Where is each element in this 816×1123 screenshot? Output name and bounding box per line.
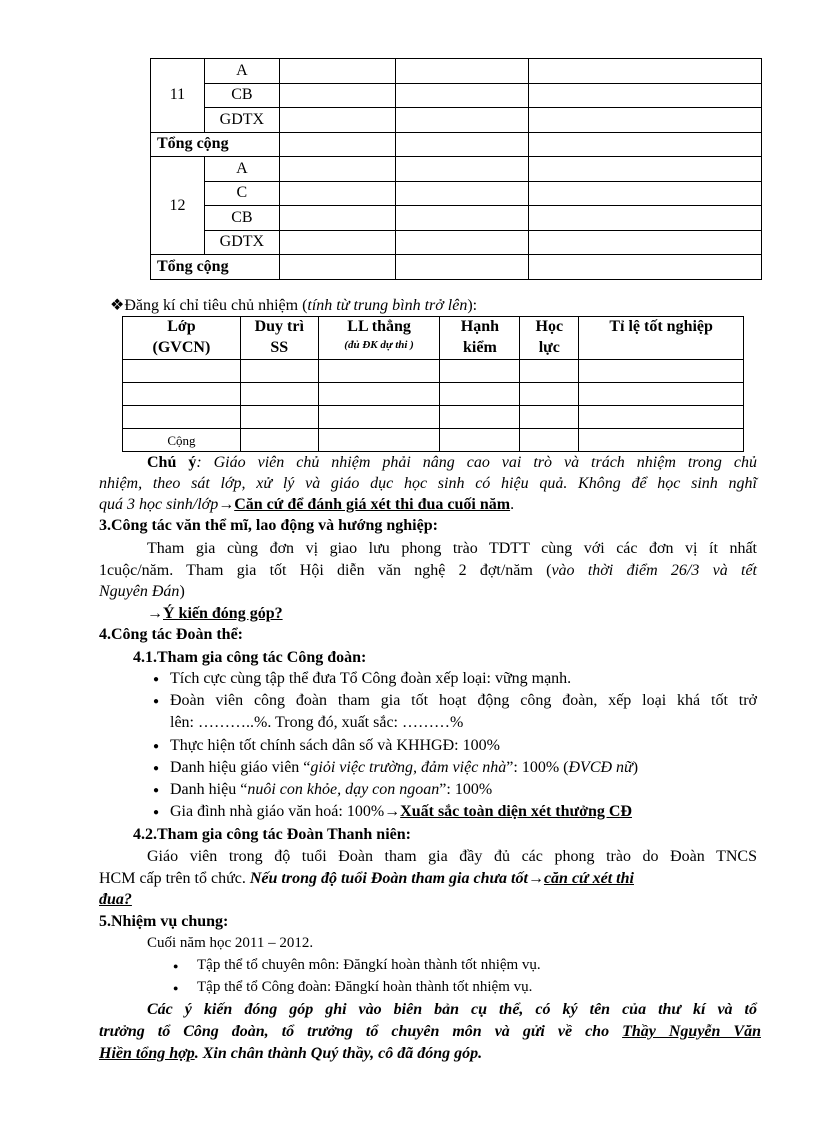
diamond-bullet-icon: ❖ (110, 297, 125, 314)
heading-italic: tính từ trung bình trở lên (307, 297, 468, 314)
closing-line-3: Hiền tổng hợp. Xin chân thành Quý thầy, cô đã đóng góp. (99, 1045, 483, 1062)
arrow-right-icon: → (218, 496, 235, 513)
bullet-item: ● Danh hiệu giáo viên “giỏi việc trường, đảm việc nhà”: 100% (ĐVCĐ nữ) (170, 757, 816, 778)
table-row (151, 181, 762, 206)
table-row (123, 360, 744, 383)
type-cell: GDTX (204, 108, 279, 133)
section-4-1-title: 4.1.Tham gia công tác Công đoàn: (133, 649, 367, 666)
note-bold: Căn cứ để đánh giá xét thi đua cuối năm (234, 496, 511, 513)
type-cell: A (204, 59, 279, 84)
col-header-academic: Học lực (520, 317, 579, 360)
table-row (151, 59, 762, 84)
note-line-3: quá 3 học sinh/lớp→Căn cứ để đánh giá xét thi đua cuối năm. (99, 496, 515, 513)
grade-cell: 11 (151, 59, 205, 133)
type-cell: CB (204, 83, 279, 108)
col-header-retention: Duy trì SS (240, 317, 318, 360)
school-year: Cuối năm học 2011 – 2012. (147, 935, 314, 951)
section-4-2-p3: đua? (99, 891, 132, 908)
col-header-class: Lớp (GVCN) (123, 317, 241, 360)
bullet-item-cont: lên: ………..%. Trong đó, xuất sắc: ………% (170, 714, 464, 731)
section-4-2-p2: HCM cấp trên tổ chức. Nếu trong độ tuổi Đoàn tham gia chưa tốt→căn cứ xét thi (99, 870, 634, 887)
table-row (151, 132, 762, 157)
closing-line-1: Các ý kiến đóng góp ghi vào biên bản cụ thể, có ký tên của thư kí và tổ (147, 1001, 757, 1018)
table-row (123, 406, 744, 429)
total-cell: Cộng (123, 429, 241, 452)
heading-end: ): (467, 297, 478, 314)
note-text: : Giáo viên chủ nhiệm phải nâng cao vai trò và trách nhiệm trong chủ (196, 454, 757, 471)
homeroom-heading (110, 295, 770, 316)
arrow-right-icon: → (384, 803, 401, 820)
section-3-p2: 1cuộc/năm. Tham gia tốt Hội diễn văn nghệ 2 đợt/năm (vào thời điểm 26/3 và tết (99, 562, 758, 579)
col-header-conduct: Hạnh kiểm (440, 317, 520, 360)
section-4-2-p1: Giáo viên trong độ tuổi Đoàn tham gia đầy đủ các phong trào do Đoàn TNCS (147, 848, 757, 865)
section-5-title: 5.Nhiệm vụ chung: (99, 913, 229, 930)
section-3-p3: Nguyên Đán) (99, 583, 185, 600)
type-cell: C (204, 181, 279, 206)
bullet-item: ● Tập thể tổ chuyên môn: Đăngkí hoàn thành tốt nhiệm vụ. (197, 955, 816, 976)
note-text: quá 3 học sinh/lớp (99, 496, 219, 513)
section-4-title: 4.Công tác Đoàn thể: (99, 626, 243, 643)
total-cell: Tổng cộng (151, 132, 280, 157)
total-cell: Tổng cộng (151, 255, 280, 280)
homeroom-table (122, 316, 744, 452)
grade-cell: 12 (151, 157, 205, 255)
arrow-right-icon: → (147, 605, 163, 622)
table-row (151, 255, 762, 280)
note-line-2: nhiệm, theo sát lớp, xử lý và giáo dục học sinh có hiệu quả. Không để học sinh nghĩ (99, 475, 757, 492)
section-3-feedback: →Ý kiến đóng góp? (147, 605, 283, 622)
bullet-item: ● Danh hiệu “nuôi con khỏe, dạy con ngoan”: 100% (170, 779, 816, 800)
section-4-2-title: 4.2.Tham gia công tác Đoàn Thanh niên: (133, 826, 411, 843)
table-row (123, 383, 744, 406)
col-header-promotion: LL thẳng (đủ ĐK dự thi ) (318, 317, 440, 360)
bullet-item: ● Tập thể tổ Công đoàn: Đăngkí hoàn thành tốt nhiệm vụ. (197, 977, 816, 998)
bullet-item: ● Thực hiện tốt chính sách dân số và KHHGĐ: 100% (170, 735, 816, 756)
bullet-item: ● Gia đình nhà giáo văn hoá: 100%→Xuất sắc toàn diện xét thưởng CĐ (170, 801, 816, 822)
heading-text: Đăng kí chỉ tiêu chủ nhiệm ( (124, 297, 308, 314)
table-row (151, 108, 762, 133)
note-label: Chú ý (147, 454, 197, 471)
closing-line-2: trưởng tổ Công đoàn, tổ trưởng tổ chuyên môn và gửi về cho Thầy Nguyễn Văn (99, 1023, 761, 1040)
table-row (151, 157, 762, 182)
table-row (151, 206, 762, 231)
note-line-1 (147, 452, 757, 473)
section-3-p1: Tham gia cùng đơn vị giao lưu phong trào TDTT cùng với các đơn vị ít nhất (147, 540, 757, 557)
bullet-item: ● Đoàn viên công đoàn tham gia tốt hoạt động công đoàn, xếp loại khá tốt trở (170, 690, 757, 711)
type-cell: A (204, 157, 279, 182)
bullet-item: ● Tích cực cùng tập thể đưa Tổ Công đoàn xếp loại: vững mạnh. (170, 668, 816, 689)
arrow-right-icon: → (527, 870, 544, 887)
table-row (151, 230, 762, 255)
section-3-title: 3.Công tác văn thể mĩ, lao động và hướng nghiệp: (99, 517, 438, 534)
col-header-graduation: Tỉ lệ tốt nghiệp (579, 317, 744, 360)
type-cell: CB (204, 206, 279, 231)
class-registration-table (150, 58, 762, 280)
table-row (151, 83, 762, 108)
header-row (123, 317, 744, 360)
type-cell: GDTX (204, 230, 279, 255)
table-row (123, 429, 744, 452)
